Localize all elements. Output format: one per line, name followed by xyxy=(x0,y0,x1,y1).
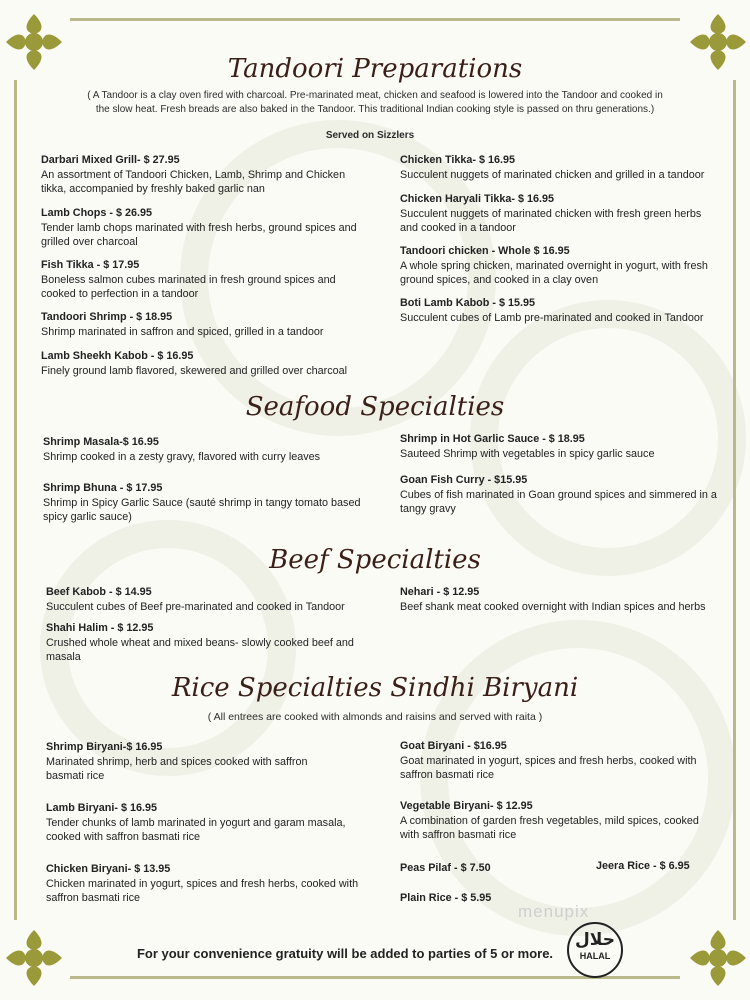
item-desc: Succulent nuggets of marinated chicken and grilled in a tandoor xyxy=(400,168,705,181)
item-name: Darbari Mixed Grill- $ 27.95 xyxy=(41,154,180,166)
menu-item xyxy=(400,153,720,182)
tandoori-intro-line2: the slow heat. Fresh breads are also baked in the Tandoor. This traditional Indian cooking style is passed on thru generations.) xyxy=(95,104,655,115)
right-border xyxy=(733,80,736,920)
tandoori-intro-line1: ( A Tandoor is a clay oven fired with charcoal. Pre-marinated meat, chicken and seafood is lowered into the Tandoor and cooked in xyxy=(87,90,663,101)
item-desc: An assortment of Tandoori Chicken, Lamb, Shrimp and Chicken tikka, accompanied by freshly baked garlic nan xyxy=(41,168,346,195)
item-name: Shrimp Biryani-$ 16.95 xyxy=(46,741,163,753)
menu-item xyxy=(41,206,361,250)
item-name: Shrimp Masala-$ 16.95 xyxy=(43,436,159,448)
item-name: Chicken Haryali Tikka- $ 16.95 xyxy=(400,193,555,205)
menu-item xyxy=(46,621,366,665)
jeera-rice: Jeera Rice - $ 6.95 xyxy=(596,860,690,872)
menu-item xyxy=(41,153,351,197)
halal-label: HALAL xyxy=(579,951,611,961)
menu-item xyxy=(46,801,356,845)
item-name: Tandoori Shrimp - $ 18.95 xyxy=(41,311,173,323)
menu-item xyxy=(400,585,710,614)
left-border xyxy=(14,80,17,920)
seafood-title: Seafood Specialties xyxy=(245,392,505,422)
item-desc: Chicken marinated in yogurt, spices and fresh herbs, cooked with saffron basmati rice xyxy=(46,877,359,904)
item-desc: Tender lamb chops marinated with fresh herbs, ground spices and grilled over charcoal xyxy=(41,221,357,248)
item-name: Goat Biryani - $16.95 xyxy=(400,740,507,752)
rice-subtitle: ( All entrees are cooked with almonds and raisins and served with raita ) xyxy=(207,711,543,723)
item-name: Fish Tikka - $ 17.95 xyxy=(41,259,140,271)
menu-item xyxy=(41,349,371,378)
menu-item xyxy=(46,585,366,614)
menu-item xyxy=(41,258,341,302)
item-name: Lamb Sheekh Kabob - $ 16.95 xyxy=(41,350,194,362)
menu-item xyxy=(46,862,366,906)
item-name: Vegetable Biryani- $ 12.95 xyxy=(400,800,533,812)
item-name: Chicken Tikka- $ 16.95 xyxy=(400,154,516,166)
item-desc: Cubes of fish marinated in Goan ground spices and simmered in a tangy gravy xyxy=(400,488,717,515)
item-name: Nehari - $ 12.95 xyxy=(400,586,480,598)
top-border xyxy=(70,18,680,21)
tandoori-title: Tandoori Preparations xyxy=(227,54,523,84)
item-desc: Tender chunks of lamb marinated in yogurt and garam masala, cooked with saffron basmati rice xyxy=(46,816,346,843)
item-desc: Succulent nuggets of marinated chicken with fresh green herbs and cooked in a tandoor xyxy=(400,207,702,234)
halal-arabic: حلال xyxy=(575,930,615,950)
menu-item xyxy=(400,296,720,325)
served-on-sizzlers: Served on Sizzlers xyxy=(325,130,415,141)
item-desc: Crushed whole wheat and mixed beans- slowly cooked beef and masala xyxy=(46,636,354,663)
item-name: Tandoori chicken - Whole $ 16.95 xyxy=(400,245,570,257)
item-name: Goan Fish Curry - $15.95 xyxy=(400,474,528,486)
menu-item xyxy=(43,481,363,525)
rice-title: Rice Specialties Sindhi Biryani xyxy=(171,673,579,703)
item-desc: Succulent cubes of Lamb pre-marinated and cooked in Tandoor xyxy=(400,311,704,324)
menu-item xyxy=(41,310,361,339)
menu-item xyxy=(400,739,710,783)
menu-item xyxy=(43,435,363,464)
item-name: Shahi Halim - $ 12.95 xyxy=(46,622,154,634)
menu-item xyxy=(400,244,720,288)
menu-item xyxy=(46,740,346,784)
peas-pilaf: Peas Pilaf - $ 7.50 xyxy=(400,862,491,874)
item-desc: Marinated shrimp, herb and spices cooked with saffron basmati rice xyxy=(46,755,308,782)
item-desc: Succulent cubes of Beef pre-marinated and cooked in Tandoor xyxy=(46,600,345,613)
halal-badge xyxy=(567,922,623,978)
item-desc: Sauteed Shrimp with vegetables in spicy garlic sauce xyxy=(400,447,655,460)
item-desc: Finely ground lamb flavored, skewered and grilled over charcoal xyxy=(41,364,348,377)
item-desc: Beef shank meat cooked overnight with Indian spices and herbs xyxy=(400,600,706,613)
beef-title: Beef Specialties xyxy=(269,545,481,575)
corner-ornament-icon xyxy=(688,928,748,988)
item-name: Shrimp in Hot Garlic Sauce - $ 18.95 xyxy=(400,433,585,445)
item-desc: Shrimp in Spicy Garlic Sauce (sauté shrimp in tangy tomato based spicy garlic sauce) xyxy=(43,496,361,523)
watermark: menupix xyxy=(518,902,590,921)
item-desc: Shrimp cooked in a zesty gravy, flavored with curry leaves xyxy=(43,450,321,463)
item-name: Chicken Biryani- $ 13.95 xyxy=(46,863,171,875)
menu-item xyxy=(400,432,720,461)
menu-item xyxy=(400,799,700,843)
item-name: Beef Kabob - $ 14.95 xyxy=(46,586,152,598)
plain-rice: Plain Rice - $ 5.95 xyxy=(400,892,492,904)
menu-item xyxy=(400,192,710,236)
menu-item xyxy=(400,473,720,517)
item-name: Shrimp Bhuna - $ 17.95 xyxy=(43,482,163,494)
item-desc: Shrimp marinated in saffron and spiced, grilled in a tandoor xyxy=(41,325,324,338)
item-desc: A combination of garden fresh vegetables, mild spices, cooked with saffron basmati rice xyxy=(400,814,699,841)
item-desc: A whole spring chicken, marinated overnight in yogurt, with fresh ground spices, and cooked in a clay oven xyxy=(400,259,708,286)
gratuity-note: For your convenience gratuity will be added to parties of 5 or more. xyxy=(136,946,554,961)
item-name: Lamb Chops - $ 26.95 xyxy=(41,207,153,219)
item-desc: Boneless salmon cubes marinated in fresh ground spices and cooked to perfection in a tandoor xyxy=(41,273,336,300)
item-desc: Goat marinated in yogurt, spices and fresh herbs, cooked with saffron basmati rice xyxy=(400,754,697,781)
item-name: Lamb Biryani- $ 16.95 xyxy=(46,802,158,814)
item-name: Boti Lamb Kabob - $ 15.95 xyxy=(400,297,535,309)
